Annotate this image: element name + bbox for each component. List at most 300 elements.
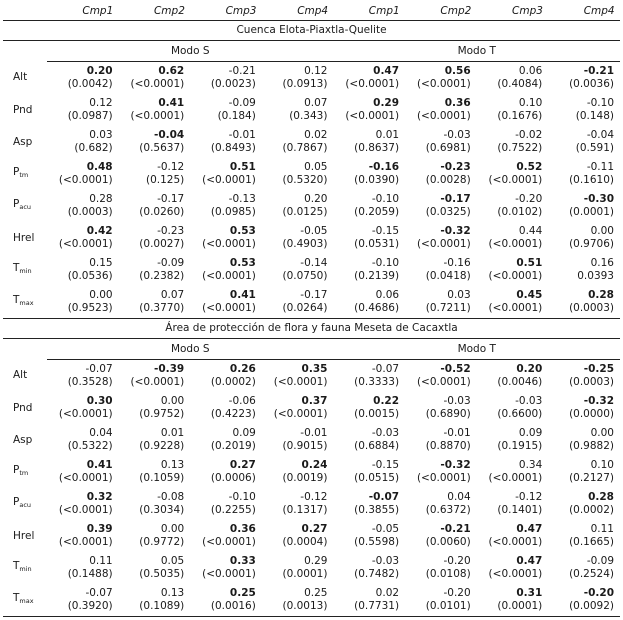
section-title: Cuenca Elota-Piaxtla-Quelite [3,21,620,41]
p-value: 0.0393 [577,270,614,282]
value-cell [333,552,405,584]
value-cell [405,94,477,126]
p-value: (0.5035) [139,568,185,580]
value-cell [47,286,119,319]
p-value: (0.1610) [569,174,614,186]
value-cell [190,360,262,393]
p-value: (<0.0001) [58,174,113,186]
p-value: (0.5637) [139,142,185,154]
value-cell [190,158,262,190]
value-cell [405,552,477,584]
table-row [3,488,620,520]
value-cell [405,158,477,190]
p-value: (0.9228) [139,440,185,452]
value-cell [262,62,334,95]
coefficient-value: 0.00 [160,523,185,535]
coefficient-value: 0.26 [229,363,256,375]
p-value: (0.0001) [282,568,328,580]
coefficient-value: -0.15 [371,459,400,471]
value-cell [548,158,620,190]
coefficient-value: -0.16 [443,257,471,269]
coefficient-value: -0.52 [440,363,471,375]
coefficient-value: 0.20 [304,193,328,205]
value-cell [333,62,405,95]
coefficient-value: -0.04 [153,129,185,141]
p-value: (0.6372) [425,504,471,516]
value-cell [190,254,262,286]
coefficient-value: 0.52 [516,161,543,173]
p-value: (<0.0001) [202,536,256,548]
coefficient-value: 0.05 [304,161,328,173]
coefficient-value: 0.00 [89,289,113,301]
coefficient-value: -0.03 [515,395,543,407]
table-row [3,126,620,158]
coefficient-value: 0.51 [229,161,256,173]
coefficient-value: 0.13 [160,459,185,471]
coefficient-value: 0.06 [375,289,400,301]
coefficient-value: 0.09 [518,427,543,439]
coefficient-value: -0.03 [443,129,471,141]
coefficient-value: -0.17 [440,193,471,205]
p-value: (0.1317) [282,504,328,516]
coefficient-value: -0.17 [157,193,185,205]
p-value: (0.0001) [497,600,543,612]
p-value: (<0.0001) [488,302,543,314]
value-cell [119,286,191,319]
value-cell [333,360,405,393]
variable-name: P [13,166,20,178]
value-cell [119,158,191,190]
value-cell [333,158,405,190]
variable-label [3,62,47,95]
value-cell [47,424,119,456]
p-value: (0.0531) [354,238,400,250]
coefficient-value: -0.20 [443,587,471,599]
value-cell [262,254,334,286]
coefficient-value: 0.30 [86,395,113,407]
p-value: (0.7522) [497,142,543,154]
coefficient-value: -0.06 [228,395,256,407]
p-value: (0.0060) [425,536,471,548]
coefficient-value: 0.20 [86,65,113,77]
value-cell [190,286,262,319]
value-cell [190,392,262,424]
value-cell [262,488,334,520]
coefficient-value: 0.11 [89,555,113,567]
value-cell [47,222,119,254]
p-value: (<0.0001) [58,238,113,250]
header-cmp4-s: Cmp4 [262,2,334,21]
p-value: (<0.0001) [58,536,113,548]
p-value: (<0.0001) [488,472,543,484]
p-value: (0.0108) [425,568,471,580]
variable-subscript: acu [19,501,32,509]
p-value: (0.0260) [139,206,185,218]
mode-s-label: Modo S [47,41,333,62]
coefficient-value: 0.27 [229,459,256,471]
variable-subscript: min [19,565,32,573]
value-cell [190,488,262,520]
p-value: (0.184) [217,110,256,122]
coefficient-value: -0.10 [228,491,256,503]
coefficient-value: -0.02 [515,129,543,141]
p-value: (0.0536) [67,270,113,282]
variable-name: P [13,198,20,210]
value-cell [119,126,191,158]
value-cell [190,222,262,254]
section-title: Área de protección de flora y fauna Meseta de Cacaxtla [3,319,620,339]
value-cell [405,424,477,456]
coefficient-value: 0.04 [447,491,471,503]
p-value: (0.0985) [210,206,256,218]
p-value: (<0.0001) [416,110,471,122]
variable-name: Asp [13,433,33,446]
value-cell [119,360,191,393]
coefficient-value: -0.12 [157,161,185,173]
variable-name: Alt [13,71,28,84]
p-value: (0.0002) [210,376,256,388]
coefficient-value: -0.11 [586,161,614,173]
value-cell [333,520,405,552]
p-value: (0.0515) [354,472,400,484]
coefficient-value: 0.42 [86,225,113,237]
mode-gap-cell [3,41,47,62]
variable-subscript: tm [19,171,29,179]
coefficient-value: -0.25 [583,363,614,375]
p-value: (0.682) [74,142,113,154]
variable-label [3,94,47,126]
p-value: (0.0325) [425,206,471,218]
p-value: (0.0023) [210,78,256,90]
value-cell [477,360,549,393]
value-cell [333,254,405,286]
value-cell [190,94,262,126]
value-cell [333,190,405,222]
value-cell [119,254,191,286]
value-cell [262,158,334,190]
value-cell [548,584,620,617]
value-cell [47,456,119,488]
p-value: (0.0750) [282,270,328,282]
p-value: (<0.0001) [202,270,256,282]
p-value: (0.6981) [425,142,471,154]
value-cell [477,584,549,617]
p-value: (0.0102) [497,206,543,218]
coefficient-value: -0.07 [368,491,400,503]
value-cell [262,456,334,488]
p-value: (<0.0001) [202,174,256,186]
coefficient-value: 0.41 [86,459,113,471]
value-cell [190,126,262,158]
p-value: (<0.0001) [416,472,471,484]
p-value: (0.2139) [354,270,400,282]
value-cell [333,392,405,424]
coefficient-value: -0.03 [371,555,400,567]
coefficient-value: -0.21 [440,523,471,535]
coefficient-value: -0.12 [300,491,328,503]
p-value: (0.0913) [282,78,328,90]
coefficient-value: 0.04 [89,427,113,439]
value-cell [548,62,620,95]
p-value: (0.0125) [282,206,328,218]
variable-name: T [13,262,20,274]
p-value: (0.0092) [569,600,614,612]
value-cell [477,126,549,158]
p-value: (0.0019) [282,472,328,484]
value-cell [47,552,119,584]
coefficient-value: 0.56 [444,65,471,77]
variable-subscript: max [19,299,34,307]
p-value: (<0.0001) [345,78,400,90]
value-cell [262,584,334,617]
coefficient-value: 0.00 [160,395,185,407]
p-value: (0.9882) [569,440,614,452]
p-value: (0.9772) [139,536,185,548]
variable-name: P [13,464,20,476]
coefficient-value: -0.13 [228,193,256,205]
p-value: (0.6890) [425,408,471,420]
coefficient-value: 0.45 [516,289,543,301]
p-value: (0.1676) [497,110,543,122]
p-value: (0.0101) [425,600,471,612]
p-value: (<0.0001) [130,78,185,90]
p-value: (0.1401) [497,504,543,516]
p-value: (0.5322) [67,440,113,452]
variable-name: Asp [13,135,33,148]
value-cell [477,392,549,424]
section-title-row [3,319,620,339]
value-cell [548,286,620,319]
variable-label [3,286,47,319]
p-value: (0.0002) [569,504,614,516]
value-cell [262,190,334,222]
variable-label [3,360,47,393]
table-row [3,158,620,190]
header-cmp1-s: Cmp1 [47,2,119,21]
value-cell [405,520,477,552]
value-cell [119,94,191,126]
coefficient-value: 0.10 [590,459,614,471]
value-cell [262,520,334,552]
value-cell [405,254,477,286]
value-cell [477,552,549,584]
p-value: (<0.0001) [488,568,543,580]
p-value: (0.0015) [354,408,400,420]
header-cmp1-t: Cmp1 [333,2,405,21]
header-cmp2-t: Cmp2 [405,2,477,21]
p-value: (0.0264) [282,302,328,314]
coefficient-value: 0.47 [516,523,543,535]
table-row [3,392,620,424]
value-cell [119,488,191,520]
value-cell [333,94,405,126]
coefficient-value: 0.31 [516,587,543,599]
value-cell [190,424,262,456]
coefficient-value: -0.12 [515,491,543,503]
p-value: (0.0006) [210,472,256,484]
coefficient-value: 0.11 [590,523,614,535]
p-value: (0.6884) [354,440,400,452]
coefficient-value: 0.25 [304,587,328,599]
variable-label [3,158,47,190]
variable-subscript: acu [19,203,32,211]
mode-gap-cell [3,339,47,360]
p-value: (0.2382) [139,270,185,282]
p-value: (0.7482) [354,568,400,580]
variable-label [3,456,47,488]
coefficient-value: -0.20 [583,587,614,599]
value-cell [477,190,549,222]
value-cell [548,488,620,520]
coefficient-value: 0.10 [518,97,543,109]
header-cmp4-t: Cmp4 [548,2,620,21]
p-value: (0.7211) [425,302,471,314]
p-value: (0.0003) [569,376,614,388]
value-cell [405,584,477,617]
coefficient-value: 0.09 [232,427,256,439]
p-value: (<0.0001) [488,270,543,282]
coefficient-value: 0.51 [516,257,543,269]
p-value: (0.2019) [210,440,256,452]
coefficient-value: -0.15 [371,225,400,237]
value-cell [262,222,334,254]
variable-label [3,488,47,520]
mode-row [3,41,620,62]
p-value: (0.0000) [569,408,614,420]
value-cell [405,62,477,95]
p-value: (0.2059) [354,206,400,218]
value-cell [190,520,262,552]
coefficient-value: 0.06 [518,65,543,77]
variable-label [3,424,47,456]
p-value: (0.125) [145,174,185,186]
variable-name: Hrel [13,529,35,542]
p-value: (0.2255) [210,504,256,516]
p-value: (0.0418) [425,270,471,282]
p-value: (<0.0001) [58,504,113,516]
p-value: (0.0027) [139,238,185,250]
coefficient-value: 0.37 [301,395,328,407]
p-value: (0.1488) [67,568,113,580]
coefficient-value: -0.32 [440,459,471,471]
p-value: (<0.0001) [416,376,471,388]
coefficient-value: 0.16 [590,257,614,269]
coefficient-value: -0.23 [157,225,185,237]
value-cell [405,190,477,222]
p-value: (<0.0001) [273,408,328,420]
mode-t-label: Modo T [333,41,620,62]
table-row [3,584,620,617]
value-cell [47,488,119,520]
p-value: (<0.0001) [416,238,471,250]
variable-name: Pnd [13,401,33,414]
p-value: (0.0016) [210,600,256,612]
variable-subscript: tm [19,469,29,477]
variable-subscript: min [19,267,32,275]
coefficient-value: 0.35 [301,363,328,375]
variable-subscript: max [19,597,34,605]
p-value: (0.4903) [282,238,328,250]
coefficient-value: 0.29 [304,555,328,567]
coefficient-value: 0.62 [158,65,185,77]
coefficient-value: 0.12 [304,65,328,77]
coefficient-value: 0.07 [304,97,328,109]
coefficient-value: 0.47 [516,555,543,567]
coefficient-value: 0.41 [158,97,185,109]
p-value: (0.0036) [569,78,614,90]
value-cell [333,222,405,254]
p-value: (0.6600) [497,408,543,420]
value-cell [405,126,477,158]
p-value: (0.8870) [425,440,471,452]
header-cmp2-s: Cmp2 [119,2,191,21]
value-cell [190,190,262,222]
p-value: (0.7867) [282,142,328,154]
p-value: (0.7731) [354,600,400,612]
p-value: (0.0987) [67,110,113,122]
coefficient-value: -0.01 [300,427,328,439]
value-cell [262,424,334,456]
p-value: (0.5320) [282,174,328,186]
coefficient-value: 0.24 [301,459,328,471]
mode-t-label: Modo T [333,339,620,360]
value-cell [119,222,191,254]
p-value: (0.0004) [282,536,328,548]
coefficient-value: -0.09 [586,555,614,567]
value-cell [262,552,334,584]
value-cell [477,254,549,286]
variable-label [3,222,47,254]
coefficient-value: 0.03 [89,129,113,141]
section-title-row [3,21,620,41]
value-cell [119,62,191,95]
mode-s-label: Modo S [47,339,333,360]
p-value: (0.3034) [139,504,185,516]
coefficient-value: -0.03 [371,427,400,439]
p-value: (0.0003) [569,302,614,314]
p-value: (<0.0001) [202,302,256,314]
table-row [3,456,620,488]
p-value: (<0.0001) [416,78,471,90]
p-value: (0.0390) [354,174,400,186]
variable-name: Alt [13,369,28,382]
coefficient-value: 0.39 [86,523,113,535]
coefficient-value: 0.29 [373,97,400,109]
p-value: (0.8637) [354,142,400,154]
coefficient-value: 0.00 [590,427,614,439]
value-cell [548,190,620,222]
p-value: (0.0003) [67,206,113,218]
table-row [3,254,620,286]
value-cell [477,222,549,254]
value-cell [548,126,620,158]
value-cell [119,190,191,222]
variable-label [3,190,47,222]
value-cell [262,286,334,319]
value-cell [333,584,405,617]
coefficient-value: 0.02 [304,129,328,141]
coefficient-value: -0.20 [515,193,543,205]
coefficient-value: -0.30 [583,193,614,205]
table-row [3,360,620,393]
coefficient-value: -0.01 [228,129,256,141]
variable-label [3,520,47,552]
coefficient-value: -0.23 [440,161,471,173]
coefficient-value: -0.07 [85,363,113,375]
variable-name: Pnd [13,103,33,116]
p-value: (0.9015) [282,440,328,452]
coefficient-value: -0.14 [300,257,328,269]
